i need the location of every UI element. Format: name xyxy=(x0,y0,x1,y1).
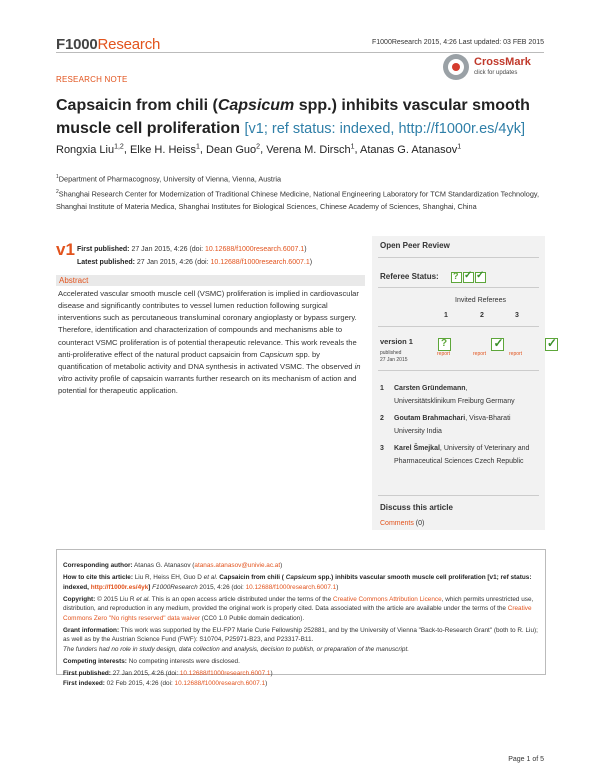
doi-link[interactable]: 10.12688/f1000research.6007.1 xyxy=(179,670,271,678)
author[interactable]: Atanas G. Atanasov$^1$ xyxy=(360,143,462,156)
email-link[interactable]: atanas.atanasov@univie.ac.at xyxy=(194,562,281,569)
affiliation: $^2$Shanghai Research Center for Modernization of Traditional Chinese Medicine, National Engineering Laboratory for TCM Standardization Technology, Shanghai Institute of Materia Medica, Shanghai Institutes for Biological Sciences, Chinese Academy of Sciences, Shanghai, China xyxy=(56,188,540,211)
comments-link[interactable]: Comments (0) xyxy=(380,520,425,527)
version-1-label: version 1 xyxy=(380,337,413,346)
competing-interests: Competing interests: No competing interests were disclosed. xyxy=(63,658,240,666)
doi-link[interactable]: 10.12688/f1000research.6007.1 xyxy=(210,259,310,266)
article-info xyxy=(63,561,539,688)
author[interactable]: Verena M. Dirsch$^1$ xyxy=(266,143,355,156)
abstract-header-bar xyxy=(56,275,365,286)
crossmark-label: CrossMark xyxy=(474,56,531,68)
ref-status-link[interactable]: [v1; ref status: indexed, http://f1000r.es/4yk] xyxy=(244,121,526,137)
version-label: v1 xyxy=(56,240,75,259)
referee-column-2: 2 xyxy=(480,312,484,319)
author-list: Rongxia Liu$^{1,2}$, Elke H. Heiss$^1$, Dean Guo$^2$, Verena M. Dirsch$^1$, Atanas G. Atanasov$^1$ xyxy=(56,143,462,156)
approved-icon xyxy=(463,272,474,283)
article-title: Capsaicin from chili (Capsicum spp.) inhibits vascular smooth muscle cell proliferation [v1; ref status: indexed, http://f1000r.es/4yk] xyxy=(56,97,530,137)
referee-2-status-icon[interactable] xyxy=(491,338,504,351)
crossmark-dot-icon xyxy=(452,63,460,71)
f1000research-logo[interactable]: F1000Research xyxy=(56,36,161,53)
open-peer-review-heading: Open Peer Review xyxy=(380,241,450,250)
divider xyxy=(378,257,539,258)
referee-2-report-link[interactable]: report xyxy=(473,351,487,357)
referee-list xyxy=(378,382,543,468)
doi-link[interactable]: 10.12688/f1000research.6007.1 xyxy=(245,583,337,591)
referee-3-report-link[interactable]: report xyxy=(509,351,523,357)
referee-1-report-link[interactable]: report xyxy=(437,351,451,357)
citation-link[interactable]: http://f1000r.es/4yk xyxy=(90,583,149,591)
article-type: RESEARCH NOTE xyxy=(56,75,128,84)
author[interactable]: Elke H. Heiss$^1$ xyxy=(129,143,200,156)
corresponding-author: Corresponding author: Atanas G. Atanasov (atanas.atanasov@univie.ac.at) xyxy=(63,562,283,569)
version-1-published: published 27 Jan 2015 xyxy=(380,350,408,363)
first-indexed: First indexed: 02 Feb 2015, 4:26 (doi: 10.12688/f1000research.6007.1) xyxy=(63,679,268,687)
divider xyxy=(378,495,539,496)
referee-status-icons xyxy=(451,269,487,287)
referee-3-status-icon[interactable] xyxy=(545,338,558,351)
author[interactable]: Dean Guo$^2$ xyxy=(206,143,261,156)
referee-column-3: 3 xyxy=(515,312,519,319)
author[interactable]: Rongxia Liu$^{1,2}$ xyxy=(56,143,124,156)
referee-item[interactable]: 2 Goutam Brahmachari, Visva-Bharati University India xyxy=(380,414,511,436)
approved-with-reservations-icon xyxy=(451,272,462,283)
grant-information: Grant information: This work was supported by the EU-FP7 Marie Curie Fellowship 252881, and by the University of Vienna "Back-to-Research Grant" (both to R. Liu); as well as by the Austrian Science Fund (FWF): S10704, P25971-B23, and P23317-B11. The funders had no role in study design, data collection and analysis, decision to publish, or preparation of the manuscript. xyxy=(63,627,538,653)
first-published: First published: 27 Jan 2015, 4:26 (doi: 10.12688/f1000research.6007.1) xyxy=(63,670,273,678)
affiliation: $^1$Department of Pharmacognosy, University of Vienna, Vienna, Austria xyxy=(56,174,282,184)
divider xyxy=(378,326,539,327)
data-waiver-link[interactable]: Creative Commons Zero "No rights reserved" data waiver xyxy=(63,605,532,622)
page-number: Page 1 of 5 xyxy=(508,756,544,763)
referee-1-status-icon[interactable] xyxy=(438,338,451,351)
abstract-heading: Abstract xyxy=(59,276,89,285)
approved-icon xyxy=(475,272,486,283)
publication-info: F1000Research 2015, 4:26 Last updated: 03 FEB 2015 xyxy=(371,39,544,46)
referee-item[interactable]: 1 Carsten Gründemann, Universitätsklinikum Freiburg Germany xyxy=(380,385,515,406)
divider xyxy=(378,287,539,288)
citation: How to cite this article: Liu R, Heiss EH, Guo D et al. Capsaicin from chili ( Capsicum spp.) inhibits vascular smooth muscle cell proliferation [v1; ref status: indexed, http://f1000r.es/4yk] F1000Research 2015, 4:26 (doi: 10.12688/f1000research.6007.1) xyxy=(63,574,532,591)
referee-item[interactable]: 3 Karel Šmejkal, University of Veterinary and Pharmaceutical Sciences Czech Republic xyxy=(380,444,530,466)
copyright: Copyright: © 2015 Liu R et al. This is an open access article distributed under the terms of the Creative Commons Attribution Licence, which permits unrestricted use, distribution, and reproduction in any medium, provided the original work is properly cited. Data associated with the article are available under the terms of the Creative Commons Zero "No rights reserved" data waiver (CC0 1.0 Public domain dedication). xyxy=(63,596,534,622)
license-link[interactable]: Creative Commons Attribution Licence xyxy=(332,596,442,604)
discuss-heading: Discuss this article xyxy=(380,503,453,512)
doi-link[interactable]: 10.12688/f1000research.6007.1 xyxy=(205,246,305,253)
publication-dates: First published: 27 Jan 2015, 4:26 (doi: 10.12688/f1000research.6007.1) Latest published: 27 Jan 2015, 4:26 (doi: 10.12688/f1000research.6007.1) xyxy=(77,246,313,266)
abstract-text: Accelerated vascular smooth muscle cell (VSMC) proliferation is implied in cardiovascular disease and significantly contributes to vessel lumen reduction following surgical interventions such as percutaneous transluminal coronary angioplasty or bypass surgery. Therefore, identification and characterization of compounds and mechanisms able to counteract VSMC proliferation is of potential therapeutic relevance. This work reveals the anti-proliferative effect of the natural product capsaicin from Capsicum spp. by quantification of metabolic activity and DNA synthesis in activated VSMC. The observed in vitro activity profile of capsaicin warrants further research on its mechanism of action and potential for therapeutic application. xyxy=(58,289,361,396)
invited-referees-label: Invited Referees xyxy=(455,297,506,304)
crossmark-badge[interactable] xyxy=(443,54,545,82)
crossmark-sublabel: click for updates xyxy=(474,70,518,76)
divider xyxy=(378,370,539,371)
affiliations xyxy=(56,171,546,213)
header-divider xyxy=(56,52,544,53)
referee-status-label: Referee Status: xyxy=(380,272,439,281)
doi-link[interactable]: 10.12688/f1000research.6007.1 xyxy=(174,679,266,687)
referee-column-1: 1 xyxy=(444,312,448,319)
